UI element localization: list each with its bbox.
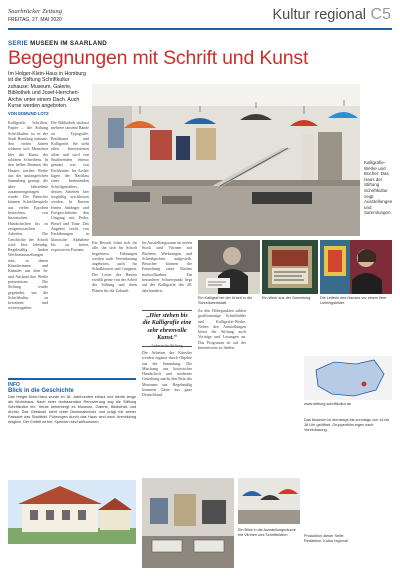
section-title: Kultur regional [272, 7, 366, 23]
body-column-2: Die Bibliothek umfasst mehrere tausend Bände zu Typografie, Buchkunst und Kalligrafie. Sie steht allen Interessierten offen und wird von Studierenden ebenso genutzt wie von Fachleuten. Im Archiv lagert der Nachlass eines bedeutenden Schriftgestalters, dessen Arbeiten hier sorgfältig erschlossen werden. In Kursen lernen Anfänger und Fortgeschrittene den Umgang mit Feder, Pinsel und Tinte. Das Angebot reicht von Einführungen in klassische Alphabete bis zu freien, expressiven Formen. [51, 120, 89, 253]
website-link[interactable]: www.stiftung-schriftkultur.de [304, 402, 352, 406]
photo-building [8, 480, 136, 544]
body-column-6: Zu den Höhepunkten zählen großformatige Schriftbilder und Kalligrafie-Werke. Neben den Ausstellungen bietet die Stiftung auch Vorträge und Lesungen an. Das Programm ist auf der Internetseite zu finden. [198, 308, 246, 351]
info-box-text: Das Holger-Klein-Haus wurde im 18. Jahrhundert erbaut und diente lange als Wohnhaus. Nach einer umfassenden Renovierung zog die Stiftung Schriftkultur ein. Heute beherbergt es Museum, Galerie, Bibliothek und Archiv. Das Gebäude steht unter Denkmalschutz und prägt mit seiner Fassade das Stadtbild. Führungen durch das Haus sind nach Anmeldung möglich. Der Eintritt ist frei, Spenden sind willkommen. [8, 395, 136, 424]
kicker [8, 40, 392, 47]
caption-exhibition: Ein Blick in die Ausstellungsräume mit Vitrinen und Schriftbildern. [238, 528, 296, 537]
kicker-topic: MUSEEN IM SAARLAND [30, 40, 108, 47]
body-column-5: Die Arbeiten der Künstler werden ergänzt durch Objekte aus der Sammlung. Die Mischung aus historischer Handschrift und moderner Gestaltung macht den Reiz des Museums aus. Regelmäßig kommen Gäste aus ganz Deutschland. [142, 350, 192, 398]
kicker-series: SERIE [8, 40, 29, 47]
info-box [8, 378, 136, 474]
body-column-3: Ein Besuch lohnt sich für alle, die sich für Schrift begeistern. Führungen werden nach Vereinbarung angeboten, auch für Schulklassen und Gruppen. Der Leiter des Hauses erzählt gerne von der Arbeit der Stiftung und ihren Plänen für die Zukunft. [92, 240, 137, 293]
photo-calligrapher [198, 240, 260, 294]
byline: VON EDMUND LOTZ [8, 111, 49, 117]
caption-artwork: Ein Werk aus der Sammlung. [262, 296, 312, 300]
credit-line-2: Redaktion: Kultur regional [304, 538, 348, 543]
pullquote-text: „Hier stehen bis die Kalligrafie eine sehr ehrenvolle Kunst.“ [142, 312, 192, 341]
photo-exhibition-room [142, 478, 234, 568]
paper-name: Saarbrücker Zeitung [8, 8, 62, 15]
hero-caption: Kalligrafie-Werke und Bücher: Das Haus der Stiftung Schriftkultur zeigt Ausstellungen und Sammlungen. [364, 160, 393, 216]
masthead [8, 6, 392, 30]
issue-date: FREITAG, 27. MAI 2020 [8, 17, 62, 23]
info-box-label: INFO [8, 382, 20, 388]
caption-curator: Die Leiterin des Hauses vor einem ihrer Lieblingsbilder. [320, 296, 387, 305]
headline: Begegnungen mit Schrift und Kunst [8, 47, 309, 69]
photo-curator [320, 240, 392, 294]
body-column-1: Kalligrafie, Schriften, Papier – die Stiftung Schriftkultur ist in der Stadt Homburg zuhause. Seit vielen Jahren widmen sich Menschen hier der Kunst des schönen Schreibens. In den hellen Räumen des Hauses werden Werke aus der umfangreichen Sammlung gezeigt, die über Jahrzehnte zusammengetragen wurde. Die Besucher können Schriftbeispiele aus vielen Epochen betrachten, von historischen Handschriften bis zu zeitgenössischen Arbeiten. Die Geschichte der Schrift wird hier lebendig. Regelmäßig finden Wechselausstellungen statt, in denen Künstlerinnen und Künstler aus dem In- und Ausland ihre Werke präsentieren. Die Stiftung wurde gegründet, um die Schriftkultur zu bewahren und weiterzugeben. [8, 120, 48, 311]
caption-calligrapher: Ein Kalligraf bei der Arbeit in der Schreibwerkstatt. [198, 296, 253, 305]
pullquote [142, 312, 192, 350]
section-code: C5 [370, 6, 391, 23]
pullquote-rule-bottom [142, 346, 192, 347]
hero-photo [92, 84, 360, 236]
photo-umbrellas [238, 478, 300, 524]
photo-artwork [262, 240, 318, 294]
opening-hours: Das Museum ist dienstags bis sonntags von 14 bis 18 Uhr geöffnet. Gruppenführungen nach Vereinbarung. [304, 418, 390, 432]
credit-line-1: Produktion dieser Seite: [304, 534, 345, 538]
saarland-map [304, 356, 392, 400]
body-column-4: Im Ausstellungsraum im ersten Stock sind Vitrinen mit Büchern, Werkzeugen und Schreibproben aufgestellt. Besucher können die Entstehung eines Buches nachvollziehen. Ein besonderer Schwerpunkt liegt auf der Kalligrafie des 20. Jahrhunderts. [142, 240, 192, 293]
production-credit [304, 534, 392, 544]
pullquote-rule-top [142, 310, 192, 311]
article-deck: Im Holger-Klein-Haus in Homburg ist die Stiftung Schriftkultur zuhause: Museum, Galerie, Bibliothek und Josef-Herrchen-Archiv unter einem Dach. Auch Kurse werden angeboten. [8, 71, 86, 110]
info-box-title: Blick in die Geschichte [8, 388, 74, 394]
